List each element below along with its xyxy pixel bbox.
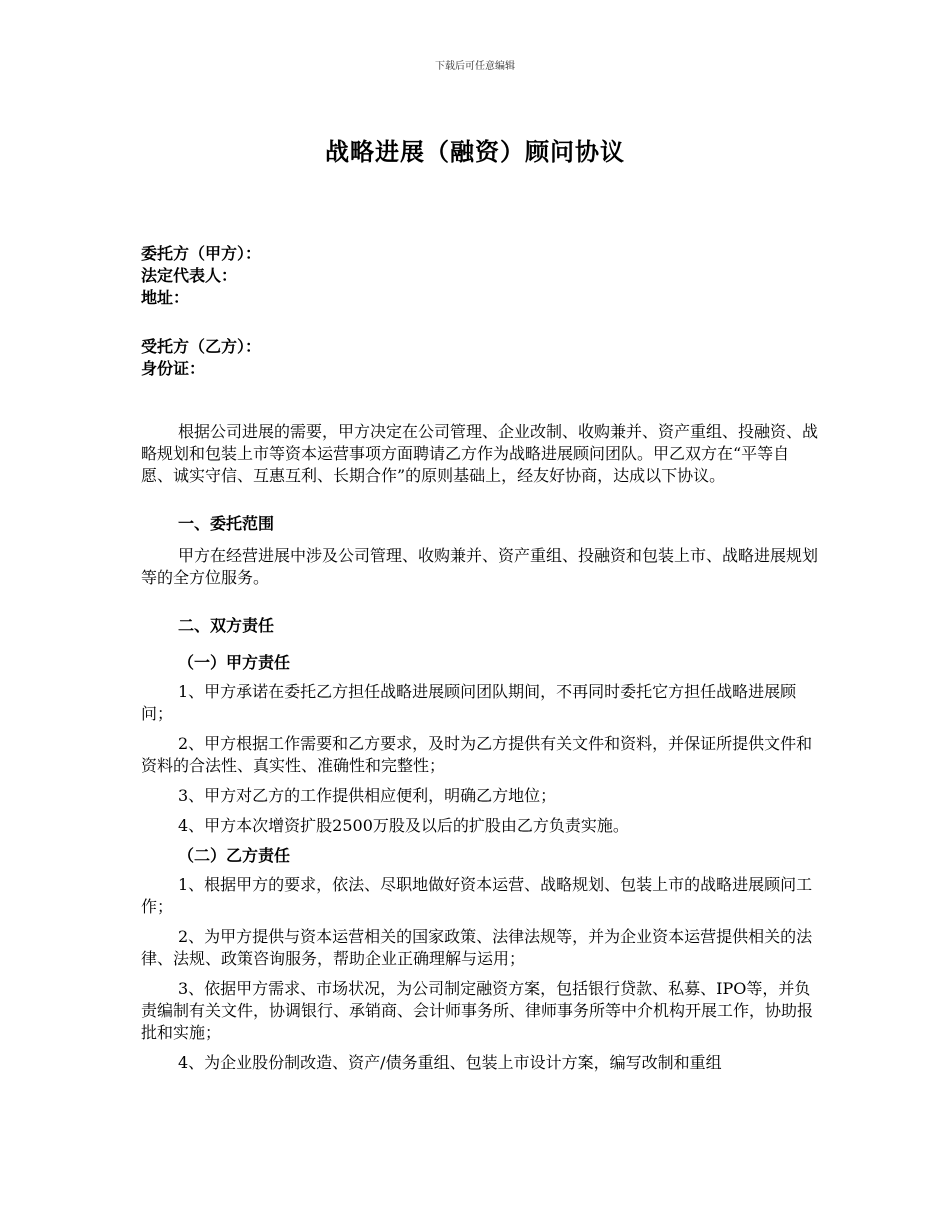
party-a-address: 地址： bbox=[141, 288, 190, 307]
party-a-label: 委托方（甲方）： bbox=[141, 244, 262, 263]
document-title: 战略进展（融资）顾问协议 bbox=[325, 137, 625, 166]
party-b-duty-3: 3、依据甲方需求、市场状况，为公司制定融资方案，包括银行贷款、私募、IPO等，并负责编制有关文件，协调银行、承销商、会计师事务所、律师事务所等中介机构开展工作，协助报批和实施； bbox=[141, 979, 814, 1042]
party-a-duty-4: 4、甲方本次增资扩股2500万股及以后的扩股由乙方负责实施。 bbox=[178, 816, 629, 835]
section-1-text: 甲方在经营进展中涉及公司管理、收购兼并、资产重组、投融资和包装上市、战略进展规划等的全方位服务。 bbox=[141, 546, 819, 587]
party-a-representative: 法定代表人： bbox=[141, 266, 238, 285]
party-b-label: 受托方（乙方）： bbox=[141, 337, 262, 356]
header-note: 下载后可任意编辑 bbox=[435, 61, 515, 72]
party-b-duty-2: 2、为甲方提供与资本运营相关的国家政策、法律法规等，并为企业资本运营提供相关的法律、法规、政策咨询服务，帮助企业正确理解与运用； bbox=[141, 927, 813, 968]
section-2-heading: 二、双方责任 bbox=[178, 616, 275, 635]
party-a-duty-2: 2、甲方根据工作需要和乙方要求，及时为乙方提供有关文件和资料，并保证所提供文件和资料的合法性、真实性、准确性和完整性； bbox=[141, 734, 813, 775]
party-a-block bbox=[141, 243, 821, 309]
party-b-block bbox=[141, 336, 821, 380]
party-b-duty-1: 1、根据甲方的要求，依法、尽职地做好资本运营、战略规划、包装上市的战略进展顾问工作； bbox=[141, 875, 813, 916]
intro-paragraph: 根据公司进展的需要，甲方决定在公司管理、企业改制、收购兼并、资产重组、投融资、战略规划和包装上市等资本运营事项方面聘请乙方作为战略进展顾问团队。甲乙双方在“平等自愿、诚实守信、互惠互利、长期合作”的原则基础上，经友好协商，达成以下协议。 bbox=[141, 422, 819, 485]
party-b-duty-4: 4、为企业股份制改造、资产/债务重组、包装上市设计方案，编写改制和重组 bbox=[178, 1053, 722, 1072]
agreement-body bbox=[141, 421, 821, 1074]
party-b-duties-heading: （二）乙方责任 bbox=[178, 846, 291, 865]
party-a-duty-3: 3、甲方对乙方的工作提供相应便利，明确乙方地位； bbox=[178, 786, 557, 805]
party-a-duties-heading: （一）甲方责任 bbox=[178, 653, 291, 672]
party-b-id: 身份证： bbox=[141, 359, 206, 378]
section-1-heading: 一、委托范围 bbox=[178, 514, 275, 533]
party-a-duty-1: 1、甲方承诺在委托乙方担任战略进展顾问团队期间，不再同时委托它方担任战略进展顾问； bbox=[141, 682, 797, 723]
